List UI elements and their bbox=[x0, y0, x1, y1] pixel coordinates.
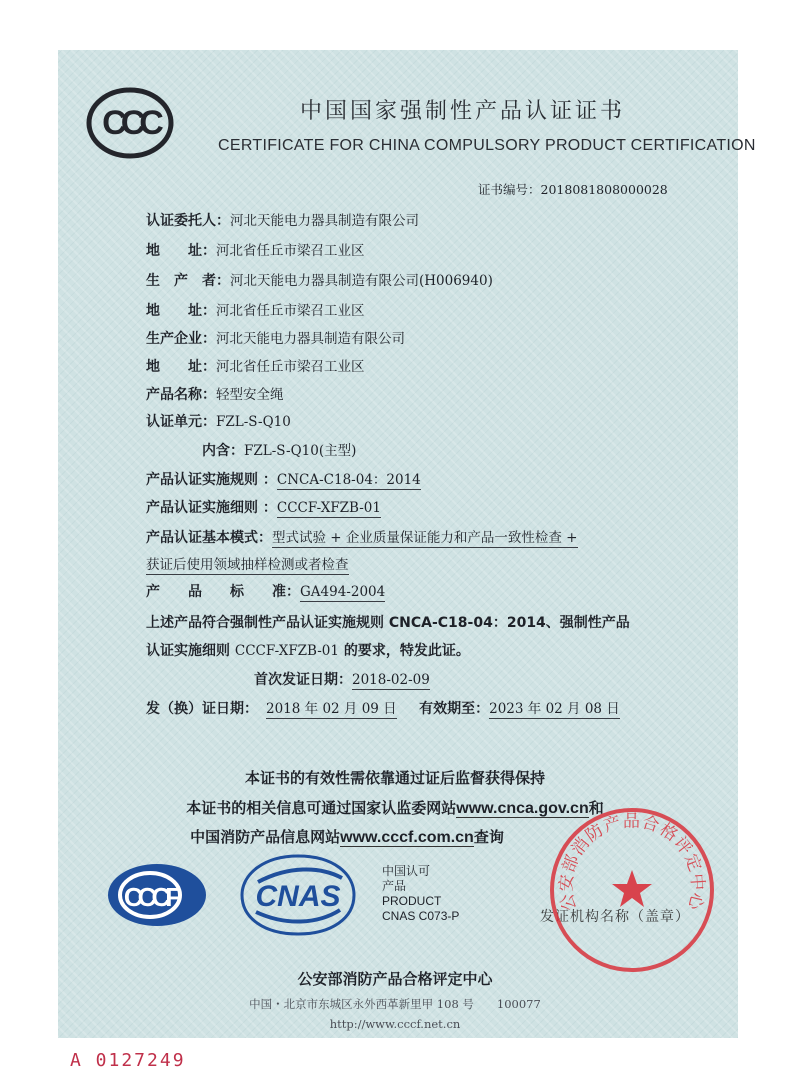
field-product-name: 产品名称：轻型安全绳 bbox=[146, 387, 284, 403]
field-certification-unit: 认证单元：FZL-S-Q10 bbox=[146, 414, 291, 430]
query-notice-line-1: 本证书的相关信息可通过国家认监委网站www.cnca.gov.cn和 bbox=[186, 799, 604, 817]
ccc-logo-text: CCC bbox=[102, 104, 158, 142]
field-address-3: 地 址：河北省任丘市梁召工业区 bbox=[146, 359, 365, 375]
cnas-logo-text: CNAS bbox=[255, 880, 341, 913]
certificate-number-label: 证书编号： bbox=[478, 182, 541, 197]
cccf-logo bbox=[106, 862, 208, 928]
ccc-logo bbox=[86, 86, 174, 160]
seal-star-icon bbox=[612, 870, 652, 907]
certificate-number bbox=[478, 180, 668, 198]
center-name: 公安部消防产品合格评定中心 bbox=[297, 970, 493, 988]
field-certification-mode: 产品认证基本模式：型式试验 + 企业质量保证能力和产品一致性检查 + bbox=[146, 530, 578, 546]
field-certification-mode-cont: 获证后使用领域抽样检测或者检查 bbox=[146, 557, 349, 573]
issuer-label: 发证机构名称（盖章） bbox=[540, 909, 690, 925]
field-entrusting-party: 认证委托人：河北天能电力器具制造有限公司 bbox=[146, 213, 419, 229]
center-address: 中国・北京市东城区永外西革新里甲 108 号 100077 bbox=[249, 997, 541, 1011]
certificate-title-en: CERTIFICATE FOR CHINA COMPULSORY PRODUCT CERTIFICATION bbox=[218, 137, 756, 154]
query-notice-line-2: 中国消防产品信息网站www.cccf.com.cn查询 bbox=[190, 828, 504, 846]
issue-and-validity-dates: 发（换）证日期： 2018 年 02 月 09 日 有效期至：2023 年 02 月 08 日 bbox=[146, 701, 620, 717]
statement-line-1: 上述产品符合强制性产品认证实施规则 CNCA-C18-04：2014、强制性产品 bbox=[146, 615, 630, 631]
field-includes: 内含：FZL-S-Q10(主型) bbox=[202, 443, 357, 459]
seal-text: 公安部消防产品合格评定中心 bbox=[556, 811, 708, 913]
field-implementation-detail: 产品认证实施细则 ：CCCF-XFZB-01 bbox=[146, 500, 381, 516]
field-address-2: 地 址：河北省任丘市梁召工业区 bbox=[146, 303, 365, 319]
certificate-title: 中国国家强制性产品认证证书 bbox=[300, 99, 626, 124]
field-product-standard: 产 品 标 准：GA494-2004 bbox=[146, 584, 386, 600]
official-seal bbox=[548, 806, 716, 974]
statement-line-2: 认证实施细则 CCCF-XFZB-01 的要求，特发此证。 bbox=[146, 643, 470, 659]
field-factory: 生产企业：河北天能电力器具制造有限公司 bbox=[146, 331, 405, 347]
certificate-number-value: 2018081808000028 bbox=[540, 182, 668, 197]
first-issue-date: 首次发证日期：2018-02-09 bbox=[254, 672, 430, 688]
accreditation-text: 中国认可 产品 PRODUCT CNAS C073-P bbox=[382, 864, 460, 923]
serial-number: A 0127249 bbox=[70, 1050, 186, 1071]
field-address-1: 地 址：河北省任丘市梁召工业区 bbox=[146, 243, 365, 259]
field-manufacturer: 生 产 者：河北天能电力器具制造有限公司(H006940) bbox=[146, 273, 493, 289]
cccf-link[interactable]: www.cccf.com.cn bbox=[340, 829, 474, 846]
center-website[interactable]: http://www.cccf.net.cn bbox=[329, 1017, 461, 1031]
cnca-link[interactable]: www.cnca.gov.cn bbox=[456, 800, 589, 817]
cnas-logo bbox=[238, 852, 358, 938]
validity-notice: 本证书的有效性需依靠通过证后监督获得保持 bbox=[244, 769, 545, 787]
field-implementation-rule: 产品认证实施规则 ：CNCA-C18-04：2014 bbox=[146, 472, 421, 488]
cccf-logo-text: CCCF bbox=[123, 882, 177, 912]
